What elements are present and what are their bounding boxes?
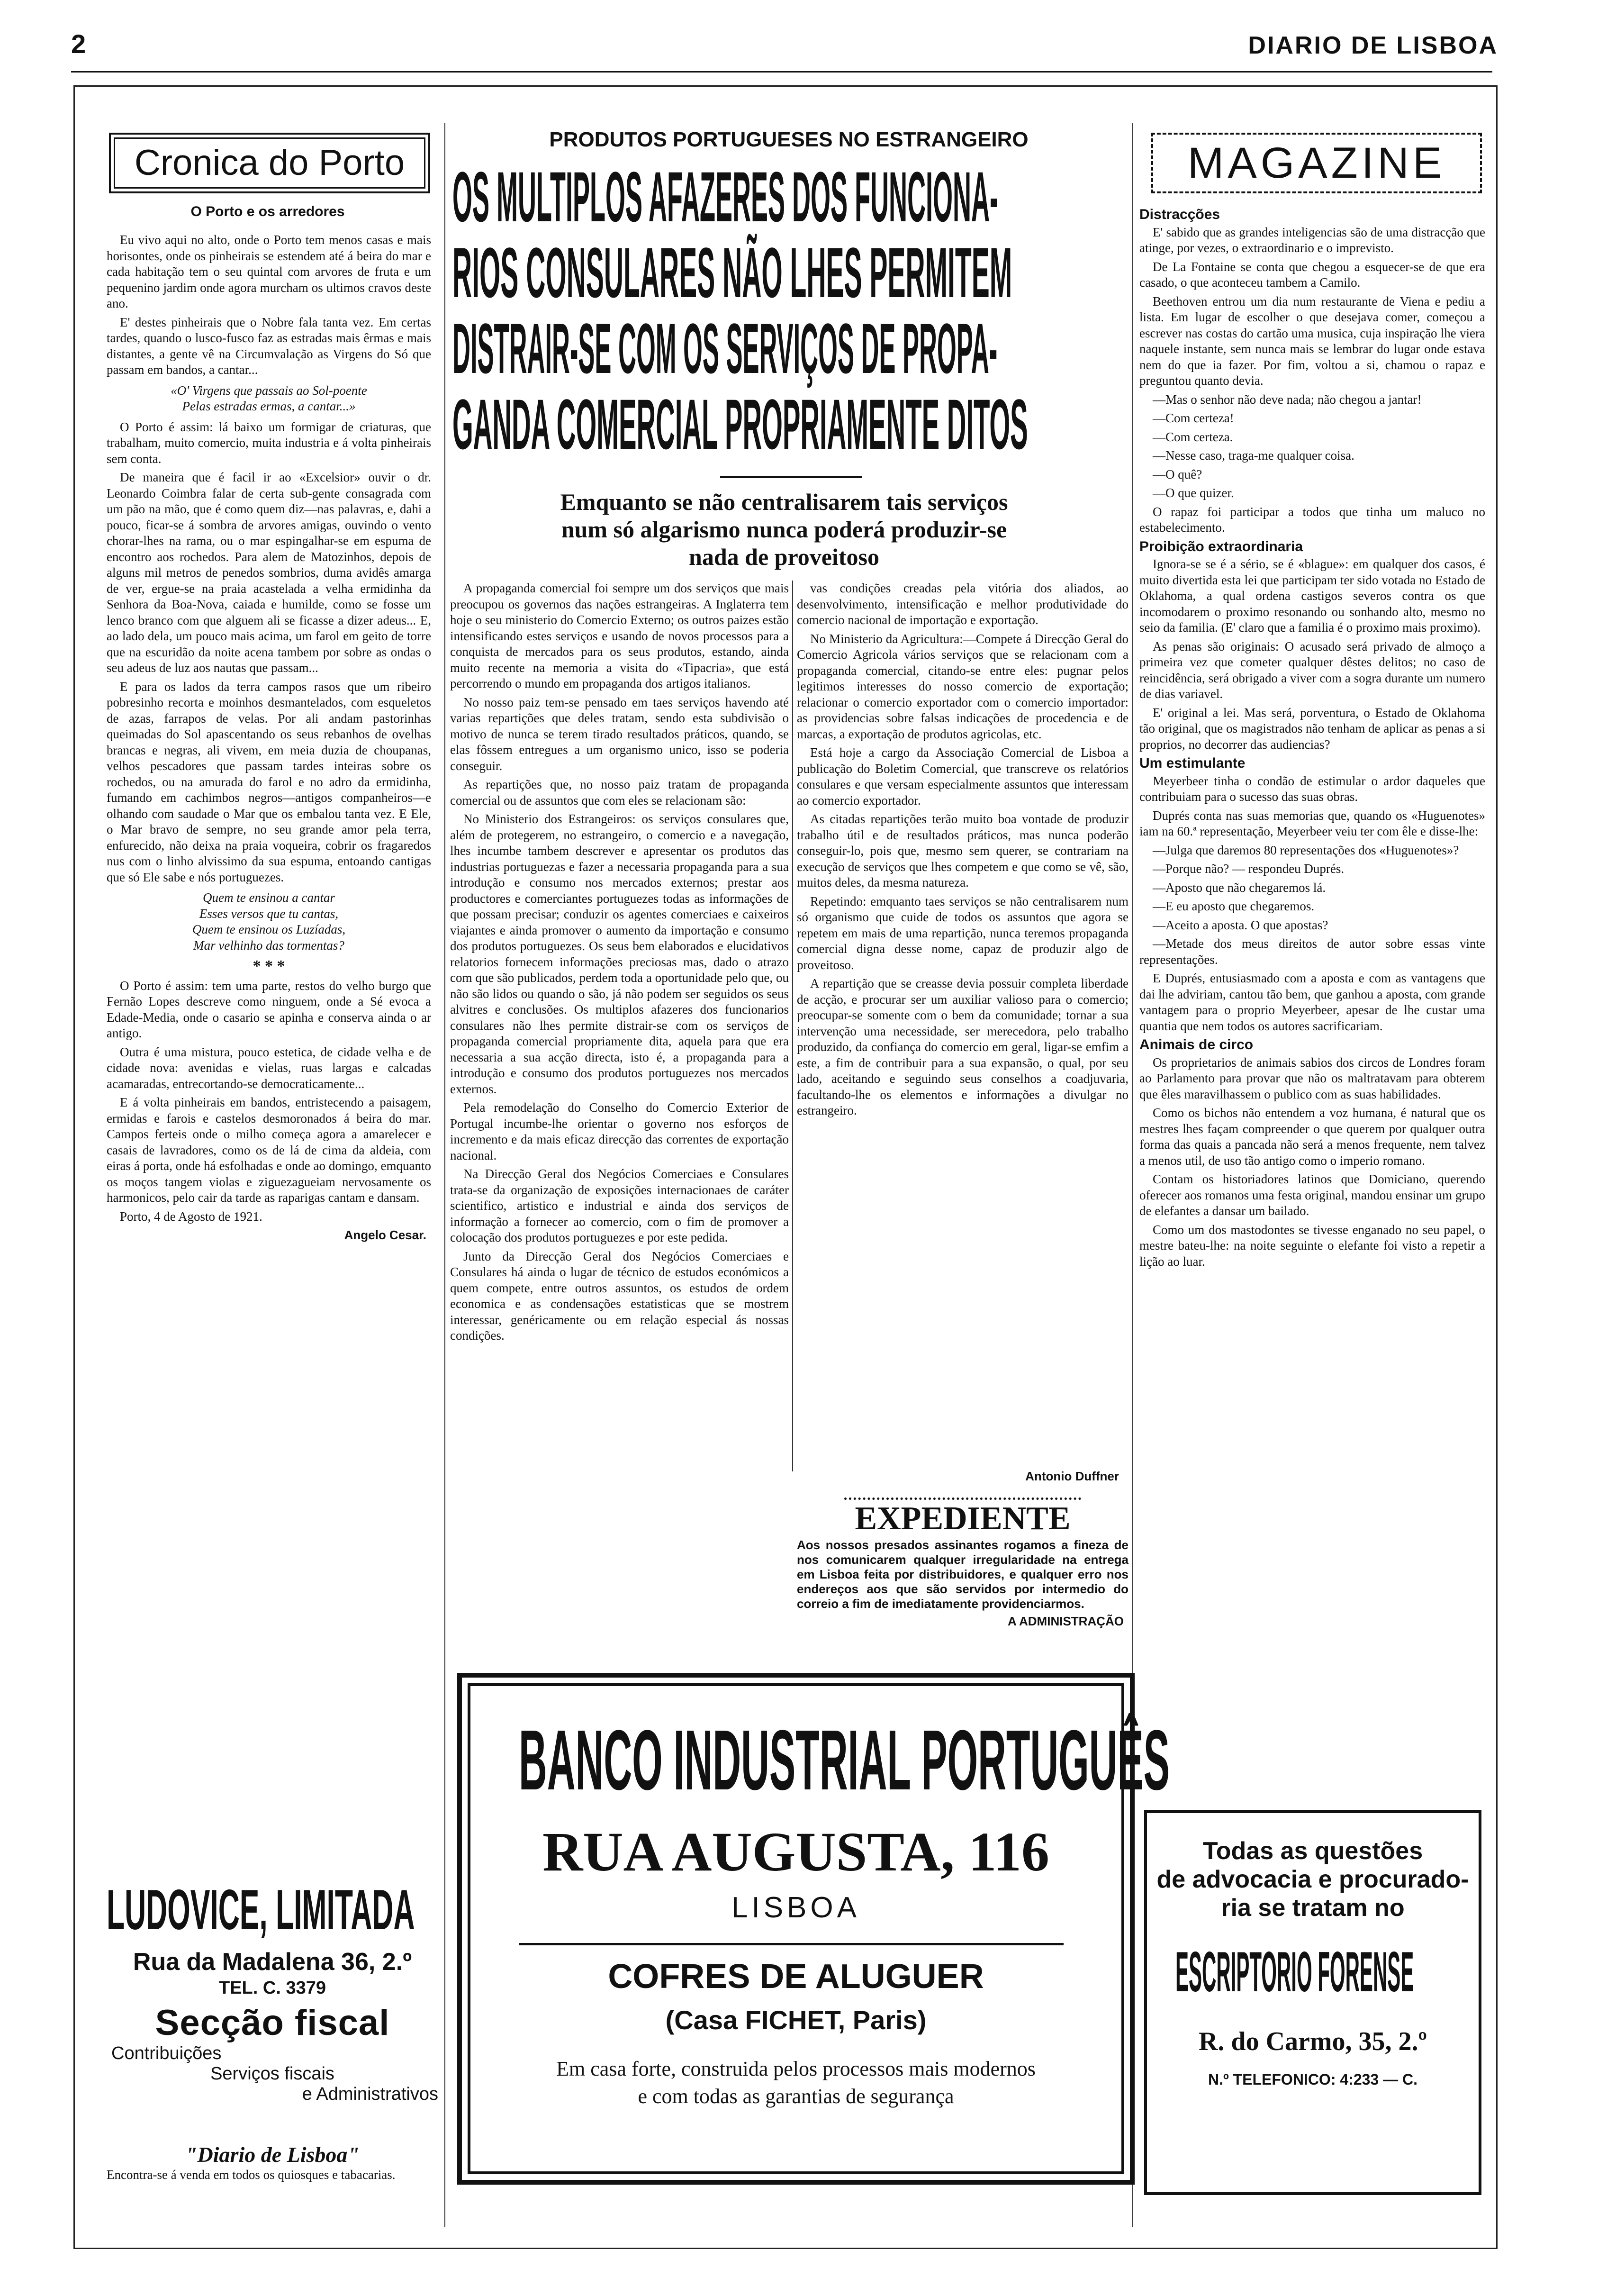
paragraph: As penas são originais: O acusado será privado de almoço a primeira vez que cometer qualquer dêstes delitos; no caso de reincidência, será obrigado a viver com a sogra durante um numero de dias variavel. [1139, 639, 1485, 701]
bank-name: BANCO INDUSTRIAL PORTUGUÊS [519, 1713, 1170, 1808]
office-address: R. do Carmo, 35, 2.º [1198, 2027, 1427, 2056]
expediente-signature: A ADMINISTRAÇÃO [1007, 1614, 1124, 1628]
paragraph: No Ministerio da Agricultura:—Compete á Direcção Geral do Comercio Agricola vários serviços que se relacionam com a propaganda comercial, citando-se entre eles: pugnar pelos legitimos interesses do nosso comercio de exportação; relacionar o comercio exportador com o comercio importador: as providencias sobre falsas indicações de procedencia e de marcas, a exportação de produtos agricolas, etc. [797, 631, 1129, 741]
paragraph: E' destes pinheirais que o Nobre fala tanta vez. Em certas tardes, quando o lusco-fusco faz as estradas mais êrmas e mais distantes, a gente vê na Circumvalação as Virgens do Só que passam em bandos, a cantar... [107, 315, 431, 377]
magazine-title-box [1151, 133, 1482, 193]
ad-escriptorio-forense [1144, 1810, 1481, 2195]
paragraph: Pela remodelação do Conselho do Comercio Exterior de Portugal incumbe-lhe orientar o governo nos esforços de incremento e da mais eficaz direcção das correntes de exportação nacional. [450, 1100, 789, 1162]
headline-line: RIOS CONSULARES NÃO LHES PERMITEM [452, 233, 1012, 312]
ad-line: ria se tratam no [1221, 1894, 1405, 1922]
bank-line: Em casa forte, construida pelos processos mais modernos [556, 2057, 1036, 2080]
paragraph: Os proprietarios de animais sabios dos circos de Londres foram ao Parlamento para provar que não os maltratavam para obterem que êles maravilhassem o publico com as suas habilidades. [1139, 1055, 1485, 1101]
ad-address: Rua da Madalena 36, 2.º [133, 1948, 412, 1976]
dateline: Porto, 4 de Agosto de 1921. [120, 1209, 262, 1224]
paragraph: Outra é uma mistura, pouco estetica, de cidade velha e de cidade nova: avenidas e vielas, ruas largas e calcadas acamaradas, entrecortando-se democraticamente... [107, 1044, 431, 1091]
dialogue-line: —Nesse caso, traga-me qualquer coisa. [1153, 448, 1354, 463]
paragraph: Repetindo: emquanto taes serviços se não centralisarem num só organismo que cuide de todos os assuntos que agora se repetem em mais de uma repartição, nunca teremos propaganda comercial digna desse nome, capaz de produzir algo de proveitoso. [797, 894, 1129, 972]
magazine-body [1139, 204, 1485, 1777]
expediente-body: Aos nossos presados assinantes rogamos a fineza de nos comunicarem qualquer irregularidade na entrega em Lisboa feita por distribuidores, e qualquer erro nos endereços aos que são servidos por intermedio do correio a fim de imediatamente providenciarmos. [797, 1538, 1129, 1611]
dialogue-line: —O que quizer. [1153, 486, 1234, 500]
bank-line: e com todas as garantias de segurança [638, 2085, 954, 2108]
ad-ludovice [107, 1877, 438, 2142]
dialogue-line: —Mas o senhor não deve nada; não chegou a jantar! [1153, 392, 1422, 407]
bank-brand: (Casa FICHET, Paris) [665, 2005, 927, 2035]
section-heading: Um estimulante [1139, 755, 1246, 771]
paragraph: E para os lados da terra campos rasos que um ribeiro pobresinho recorta e moinhos desmantelados, com esqueletos de azas, farrapos de velas. Por ali andam pastorinhas queimadas do Sol apascentando os seus rebanhos de ovelhas brancas e negras, ali vivem, em meia duzia de choupanas, velhos pescadores que passam tardes inteiras sobre os rochedos, ou na amurada do farol e no adro da ermidinha, fumando em cachimbos negros—antigos companheiros—e olhando com saudade o Mar que os embalou tanta vez. E Ele, o Mar bravo de sempre, no seu grande amor pela terra, enfurecido, não deixa na praia voqueira, cobrir os fragaredos nus com o linho alvissimo da sua espuma, entoando cantigas que só Ele sabe e nós portuguezes. [107, 679, 431, 884]
magazine-title: MAGAZINE [1187, 139, 1446, 187]
paragraph: As repartições que, no nosso paiz tratam de propaganda comercial ou de assuntos que com eles se relacionam são: [450, 777, 789, 808]
headline-line: OS MULTIPLOS AFAZERES DOS FUNCIONA- [452, 159, 999, 236]
verse-line: «O' Virgens que passais ao Sol-poente [171, 383, 367, 398]
paragraph: Junto da Direcção Geral dos Negócios Comerciaes e Consulares há ainda o lugar de técnico de estudos económicos a quem compete, entre outros assuntos, os estudos de ordem economica e as condensações estatisticas que se mostrem interessar, genéricamente ou em relação especial ás nossas condições. [450, 1249, 789, 1343]
ad-section-title: Secção fiscal [155, 2003, 390, 2043]
paragraph: A repartição que se creasse devia possuir completa liberdade de acção, e procurar ser um auxiliar valioso para o comercio; preocupar-se somente com o bem da comunidade; tornar a sua intervenção uma necessidade, ser merecedora, pelo trabalho produzido, da confiança do comercio em geral, ligar-se emfim a este, a fim de contribuir para a sua expansão, o qual, por seu lado, aceitando e seguindo seus conselhos a coadjuvaria, facultando-lhe os elementos e informações a divulgar no estrangeiro. [797, 976, 1129, 1117]
ad-banco-industrial [457, 1673, 1170, 2185]
bank-street: RUA AUGUSTA, 116 [542, 1821, 1049, 1883]
paragraph: E á volta pinheirais em bandos, entristecendo a paisagem, ermidas e farois e castelos desmoronados á beira do mar. Campos ferteis onde o milho começa agora a amarelecer e casais de lavradores, como os de lá de cima da aldeia, com eiras á porta, onde há esfolhadas e onde ao domingo, emquanto os moços tangem violas e ziguezagueiam nervosamente os harmonicos, pelo cair da tarde as raparigas cantam e dansam. [107, 1095, 431, 1205]
ad-line: Contribuições [111, 2043, 222, 2063]
paragraph: O Porto é assim: lá baixo um formigar de criaturas, que trabalham, muito comercio, muita industria e á volta pinheirais sem conta. [107, 419, 431, 466]
header-rule [71, 71, 1492, 73]
dialogue-line: —Metade dos meus direitos de autor sobre essas vinte representações. [1139, 936, 1485, 967]
paragraph: Duprés conta nas suas memorias que, quando os «Huguenotes» iam na 60.ª representação, Meyerbeer veiu ter com êle e disse-lhe: [1139, 808, 1485, 838]
column-rule [792, 581, 793, 1471]
sale-note: Encontra-se á venda em todos os quiosques e tabacarias. [107, 2168, 396, 2182]
article-column-2 [797, 581, 1129, 1462]
page-number: 2 [71, 29, 86, 59]
paragraph: Contam os historiadores latinos que Domiciano, querendo oferecer aos romanos uma festa original, mandou ensinar um grupo de elefantes a dansar um bailado. [1139, 1172, 1485, 1218]
dialogue-line: —Aceito a aposta. O que apostas? [1153, 917, 1328, 932]
paragraph: Beethoven entrou um dia num restaurante de Viena e pediu a lista. Em lugar de escolher o que desejava comer, começou a escrever nas costas do cartão uma musica, cuja inspiração lhe viera naquele instante, sem nunca mais se lembrar do lugar onde estava nem do que ia fazer. Por fim, voltou a si, chamou o rapaz e preguntou quanto devia. [1139, 294, 1485, 388]
paragraph: O rapaz foi participar a todos que tinha um maluco no estabelecimento. [1139, 504, 1485, 535]
paragraph: Como os bichos não entendem a voz humana, é natural que os mestres lhes façam compreender o que querem por qualquer outra forma das quais a pancada não será a menos frequente, nem talvez a menos util, de uso tão antigo como o imperio romano. [1139, 1106, 1485, 1168]
bank-service: COFRES DE ALUGUER [608, 1958, 984, 1996]
author-signature: Angelo Cesar. [344, 1228, 426, 1242]
newspaper-name: DIARIO DE LISBOA [1248, 32, 1498, 59]
poem-line: Mar velhinho das tormentas? [193, 938, 344, 953]
headline-divider [720, 476, 862, 478]
article-headline [452, 159, 1130, 472]
paragraph: E Duprés, entusiasmado com a aposta e com as vantagens que dai lhe adviriam, cantou tão bem, que ganhou a aposta, com grande vantagem para o proprio Meyerbeer, apesar de lhe custar uma quantia que nem todos os autores sacrificariam. [1139, 971, 1485, 1033]
paragraph: O Porto é assim: tem uma parte, restos do velho burgo que Fernão Lopes descreve como ninguem, onde a Sé evoca a Edade-Media, onde o casario se apinha e conserva ainda o ar antigo. [107, 978, 431, 1040]
poem-line: Quem te ensinou a cantar [203, 890, 335, 905]
headline-line: GANDA COMERCIAL PROPRIAMENTE DITOS [452, 384, 1028, 464]
cronica-title-box [109, 133, 430, 193]
paragraph: As citadas repartições terão muito boa vontade de produzir trabalho útil e de resultados práticos, mas nunca poderão conseguir-lo, pois que, mesmo sem querer, se contrariam na execução de serviços que lhes competem e que como se vê, são, muitos deles, da mesma natureza. [797, 812, 1129, 889]
ad-line: Todas as questões [1202, 1837, 1423, 1865]
paragraph: De maneira que é facil ir ao «Excelsior» ouvir o dr. Leonardo Coimbra falar de certa sub-gente consagrada com um pão na mão, que é como quem diz—nas palavras, e, dahi a pouco, ficar-se á sombra de arvores amigas, ouvindo o vento chorar-lhes na rama, ou o mar espingalhar-se em espuma de encontro aos rochedos. Para alem de Matozinhos, depois de alguns mil metros de penedos sombrios, duma avidês amarga de ver, ergue-se na praia acastelada a velha ermidinha da Senhora da Boa-Nova, caiada e humilde, como se fosse um lenco branco com que alguem ali se ficasse a dizer adeus... E, ao lado dela, um pouco mais acima, um farol em geito de torre que na escuridão da noite acena tambem por sobre as ondas o seu adeus de luz aos nautas que passam... [107, 470, 431, 675]
dialogue-line: —O quê? [1153, 467, 1202, 481]
verse-line: Pelas estradas ermas, a cantar...» [182, 399, 356, 413]
bank-city: LISBOA [731, 1891, 860, 1924]
paragraph: A propaganda comercial foi sempre um dos serviços que mais preocupou os governos das nações estrangeiras. A Inglaterra tem hoje o seu ministerio do Comercio Externo; os outros paizes estão intensificando estes serviços e usando de novos processos para a conquista de mercados para os seus produtos, estando, ainda muito recente na memoria a visita do «Tipacria», que está percorrendo o mundo em propaganda dos artigos italianos. [450, 581, 789, 690]
paragraph: E' sabido que as grandes inteligencias são de uma distracção que atinge, por vezes, o extraordinario e o imprevisto. [1139, 225, 1485, 255]
ad-telephone: TEL. C. 3379 [219, 1978, 326, 1998]
poem-line: Esses versos que tu cantas, [199, 906, 339, 921]
article-deck: Emquanto se não centralisarem tais serviços num só algarismo nunca poderá produzir-se nada de proveitoso [560, 489, 1008, 570]
ad-line: e Administrativos [302, 2084, 438, 2104]
cronica-subtitle: O Porto e os arredores [190, 204, 345, 219]
dialogue-line: —Julga que daremos 80 representações dos «Huguenotes»? [1153, 843, 1459, 857]
cronica-title: Cronica do Porto [134, 143, 405, 183]
expediente-title: EXPEDIENTE [855, 1500, 1071, 1537]
paragraph: Como um dos mastodontes se tivesse enganado no seu papel, o mestre bateu-lhe: na noite seguinte o elefante foi visto a repetir a lição ao luar. [1139, 1222, 1485, 1269]
office-name: ESCRIPTORIO FORENSE [1175, 1940, 1414, 2004]
ad-line: Serviços fiscais [210, 2064, 334, 2084]
section-heading: Proibição extraordinaria [1139, 538, 1303, 554]
cronica-body [107, 232, 431, 1872]
dialogue-line: —Com certeza! [1153, 411, 1234, 425]
headline-line: DISTRAIR-SE COM OS SERVIÇOS DE PROPA- [452, 309, 998, 388]
column-rule [444, 123, 445, 2227]
section-heading: Distracções [1139, 207, 1220, 222]
paragraph: No nosso paiz tem-se pensado em taes serviços havendo até varias repartições que deles tratam, sendo esta subdivisão o motivo de nunca se terem tirado resultados práticos, quando, se elas fôssem entregues a um organismo unico, isso se poderia conseguir. [450, 695, 789, 773]
poem [107, 890, 431, 953]
verse [107, 383, 431, 415]
paragraph: De La Fontaine se conta que chegou a esquecer-se de que era casado, o que aconteceu tambem a Camilo. [1139, 259, 1485, 290]
paragraph: Meyerbeer tinha o condão de estimular o ardor daqueles que contribuiam para o sucesso das suas obras. [1139, 773, 1485, 804]
dialogue-line: —E eu aposto que chegaremos. [1153, 899, 1315, 913]
expediente-box [797, 1497, 1129, 1654]
ludovice-paper-note [107, 2142, 438, 2182]
article-author: Antonio Duffner [1025, 1469, 1119, 1483]
dialogue-line: —Aposto que não chegaremos lá. [1153, 880, 1326, 895]
section-break-stars: * * * [253, 957, 285, 975]
dialogue-line: —Com certeza. [1153, 429, 1233, 444]
paragraph: Está hoje a cargo da Associação Comercial de Lisboa a publicação do Boletim Comercial, que transcreve os relatórios consulares e que versam especialmente assuntos que interessam ao comercio exportador. [797, 745, 1129, 808]
paragraph: vas condições creadas pela vitória dos aliados, ao desenvolvimento, intensificação e melhor produtividade do comercio nacional de importação e exportação. [797, 581, 1129, 627]
ad-line: de advocacia e procurado- [1156, 1866, 1469, 1893]
paragraph: Na Direcção Geral dos Negócios Comerciaes e Consulares trata-se da organização de exposições internacionaes de caráter scientifico, artistico e industrial e ainda dos serviços de informação a fornecer ao comercio, com o fim de promover a colocação dos produtos portuguezes e por este pedida. [450, 1167, 789, 1244]
dialogue-line: —Porque não? — respondeu Duprés. [1153, 862, 1345, 876]
poem-line: Quem te ensinou os Luzíadas, [192, 922, 346, 936]
bank-divider [519, 1943, 1064, 1945]
paragraph: Ignora-se se é a sério, se é «blague»: em qualquer dos casos, é muito divertida esta lei que participam ter sido votada no Estado de Oklahoma, a qual ordena castigos severos contra os que incomodarem o proximo resonando ou sonhando alto, mesmo no seio da familia. (E' claro que a familia é o proximo mais proximo). [1139, 557, 1485, 635]
section-heading: Animais de circo [1139, 1037, 1254, 1053]
paragraph: E' original a lei. Mas será, porventura, o Estado de Oklahoma tão original, que os magistrados não tenham de aplicar as penas a si proprios, no decorrer das audiencias? [1139, 705, 1485, 752]
office-phone: N.º TELEFONICO: 4:233 — C. [1208, 2071, 1417, 2088]
paragraph: No Ministerio dos Estrangeiros: os serviços consulares que, além de protegerem, no estrangeiro, o comercio e a navegação, lhes incumbe tambem descrever e apresentar os produtos das industrias portuguezas e fazer a necessaria propaganda para a sua introdução e consumo nos mercados externos; prestar aos productores e comerciantes portuguezes todas as informações de que possam precisar; conduzir os agentes comerciaes e caixeiros viajantes e ainda promover o aumento da importação e consumo dos produtos portuguezes. Os seus bem elaborados e elucidativos relatorios fornecem informações preciosas mas, dado o atrazo com que são publicados, perdem toda a oportunidade pelo que, ou não são lidos ou quando o são, já não podem ser seguidos os seus alvitres e conclusões. Os multiplos afazeres dos funcionarios consulares não lhes permite distrair-se com os serviços de propaganda comercial propriamente dita, aquela para que era necessaria a sua acção directa, isto é, a propaganda para a introdução e consumo dos produtos portuguezes nos mercados externos. [450, 812, 789, 1096]
paper-name-italic: "Diario de Lisboa" [185, 2142, 360, 2167]
paragraph: Eu vivo aqui no alto, onde o Porto tem menos casas e mais horisontes, onde os pinheirais se estendem até á beira do mar e cada habitação tem o seu quintal com arvores de fruta e um pequenino jardim onde agora murcham os ultimos cravos deste ano. [107, 233, 431, 310]
article-kicker: PRODUTOS PORTUGUESES NO ESTRANGEIRO [549, 128, 1029, 151]
ad-company-name: LUDOVICE, LIMITADA [107, 1878, 415, 1942]
